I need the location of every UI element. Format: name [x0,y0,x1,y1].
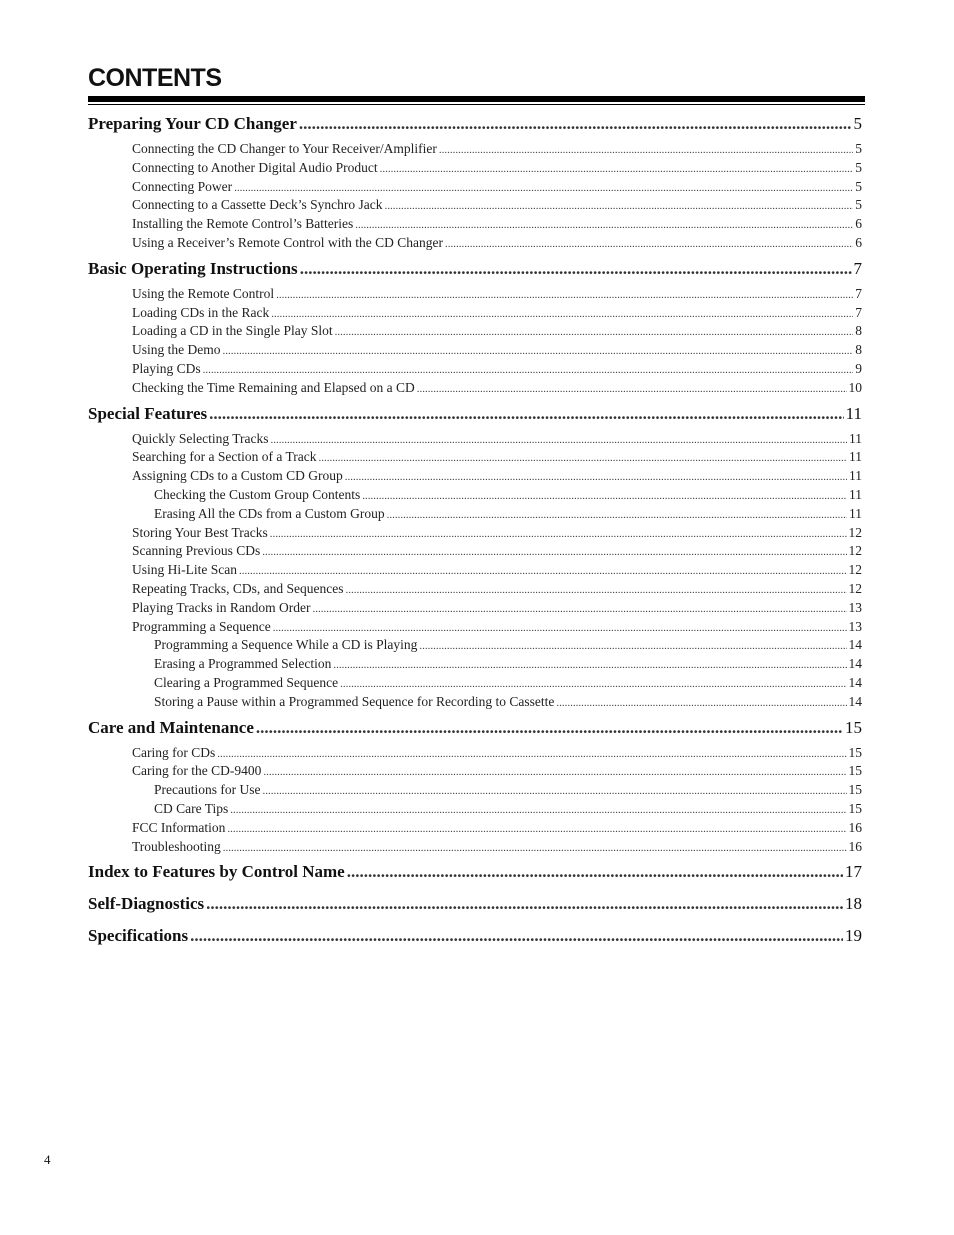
dot-leader [273,619,847,637]
toc-entry-title: Using Hi-Lite Scan [132,562,237,578]
toc-subentry[interactable] [88,636,862,655]
dot-leader [556,694,846,712]
toc-entry-title: Connecting to a Cassette Deck’s Synchro Jack [132,197,383,213]
toc-entry-title: Using the Remote Control [132,285,275,301]
dot-leader [345,581,846,599]
dot-leader [439,141,853,159]
dot-leader [345,468,847,486]
toc-entry-title: Programming a Sequence [132,618,271,634]
toc-entry-page: 9 [855,360,862,376]
page-number: 4 [44,1152,51,1167]
toc-entry[interactable] [88,561,862,580]
page-title: CONTENTS [88,64,222,92]
toc-entry[interactable] [88,215,862,234]
toc-section[interactable] [88,860,862,888]
toc-section-title: Preparing Your CD Changer [88,114,297,133]
toc-section[interactable] [88,716,862,744]
toc-entry[interactable] [88,360,862,379]
toc-entry-title: Playing Tracks in Random Order [132,599,311,615]
dot-leader [217,745,846,763]
table-of-contents [88,112,862,952]
toc-section-page: 5 [853,114,862,133]
toc-section-page: 15 [845,717,862,737]
toc-section[interactable] [88,924,862,952]
toc-entry-page: 13 [848,618,862,634]
toc-entry-page: 8 [855,323,862,339]
toc-entry[interactable] [88,322,862,341]
toc-entry[interactable] [88,448,862,467]
toc-entry-title: Playing CDs [132,360,201,376]
toc-subentry-title: Precautions for Use [154,782,261,798]
dot-leader [206,892,843,916]
dot-leader [209,402,843,426]
toc-subentry-page: 11 [849,505,862,521]
dot-leader [203,361,854,379]
toc-entry-title: Troubleshooting [132,838,221,854]
title-rule-thick [88,96,865,102]
toc-entry-title: FCC Information [132,819,226,835]
toc-entry[interactable] [88,762,862,781]
dot-leader [300,257,852,281]
dot-leader [262,543,846,561]
toc-entry-page: 12 [848,580,862,596]
dot-leader [419,637,846,655]
toc-entry[interactable] [88,524,862,543]
toc-entry-title: Repeating Tracks, CDs, and Sequences [132,580,344,596]
toc-entry[interactable] [88,744,862,763]
toc-section[interactable] [88,257,862,285]
toc-entry[interactable] [88,304,862,323]
toc-entry-page: 11 [849,449,862,465]
toc-entry[interactable] [88,159,862,178]
toc-subentry[interactable] [88,800,862,819]
dot-leader [347,860,843,884]
dot-leader [384,197,853,215]
toc-entry-title: Installing the Remote Control’s Batteries [132,216,354,232]
toc-entry-title: Connecting the CD Changer to Your Receiver/Amplifier [132,141,437,156]
toc-section[interactable] [88,112,862,140]
toc-entry[interactable] [88,196,862,215]
toc-section[interactable] [88,892,862,920]
toc-entry-page: 5 [855,141,862,156]
toc-entry-page: 13 [848,599,862,615]
toc-subentry[interactable] [88,505,862,524]
toc-entry[interactable] [88,379,862,398]
toc-entry-title: Using the Demo [132,342,221,358]
toc-section-page: 18 [845,894,862,914]
toc-subentry-page: 14 [848,637,862,653]
toc-subentry-page: 15 [848,800,862,816]
toc-entry[interactable] [88,819,862,838]
toc-entry-page: 16 [848,819,862,835]
dot-leader [271,431,848,449]
toc-entry-title: Checking the Time Remaining and Elapsed on a CD [132,379,415,395]
dot-leader [318,449,847,467]
toc-subentry-title: Erasing a Programmed Selection [154,656,332,672]
toc-entry-page: 11 [849,468,862,484]
toc-entry[interactable] [88,542,862,561]
toc-entry-page: 5 [855,197,862,213]
toc-entry-page: 12 [848,562,862,578]
toc-entry[interactable] [88,580,862,599]
toc-entry[interactable] [88,341,862,360]
toc-section-page: 11 [845,403,862,423]
toc-entry-page: 7 [855,304,862,320]
toc-entry-page: 5 [855,159,862,175]
toc-entry-page: 15 [848,744,862,760]
toc-entry[interactable] [88,178,862,197]
dot-leader [190,924,843,948]
dot-leader [387,506,847,524]
dot-leader [256,716,843,740]
toc-entry-title: Loading a CD in the Single Play Slot [132,323,333,339]
toc-entry[interactable] [88,430,862,449]
toc-entry-title: Quickly Selecting Tracks [132,430,269,446]
toc-entry-page: 15 [848,763,862,779]
toc-entry-title: Connecting to Another Digital Audio Product [132,159,378,175]
toc-subentry-page: 15 [848,782,862,798]
dot-leader [262,782,846,800]
dot-leader [263,763,846,781]
toc-entry[interactable] [88,234,862,253]
toc-entry-page: 10 [848,379,862,395]
toc-subentry[interactable] [88,674,862,693]
toc-subentry-title: Checking the Custom Group Contents [154,486,361,502]
dot-leader [223,839,847,857]
toc-entry-page: 16 [848,838,862,854]
toc-section-page: 7 [853,258,862,278]
dot-leader [230,801,846,819]
toc-section-title: Self-Diagnostics [88,894,205,914]
dot-leader [313,600,847,618]
toc-entry-page: 12 [848,543,862,559]
toc-entry-title: Using a Receiver’s Remote Control with the CD Changer [132,234,443,250]
toc-section-page: 17 [845,862,862,882]
toc-entry-title: Assigning CDs to a Custom CD Group [132,468,343,484]
toc-subentry-title: Clearing a Programmed Sequence [154,674,339,690]
toc-subentry-page: 11 [849,486,862,502]
dot-leader [227,820,846,838]
dot-leader [362,487,847,505]
toc-subentry[interactable] [88,693,862,712]
toc-entry-title: Loading CDs in the Rack [132,304,270,320]
toc-entry-title: Scanning Previous CDs [132,543,261,559]
toc-entry-page: 8 [855,342,862,358]
dot-leader [239,562,847,580]
toc-entry[interactable] [88,467,862,486]
toc-section-title: Specifications [88,926,189,946]
toc-entry-page: 11 [849,430,862,446]
toc-entry-title: Connecting Power [132,178,233,194]
toc-entry-title: Caring for CDs [132,744,216,760]
toc-subentry-page: 14 [848,693,862,709]
toc-entry-page: 7 [855,285,862,301]
dot-leader [276,286,853,304]
toc-subentry-title: Storing a Pause within a Programmed Sequence for Recording to Cassette [154,693,555,709]
toc-section-title: Special Features [88,403,208,423]
toc-entry[interactable] [88,618,862,637]
dot-leader [271,305,853,323]
toc-section-page: 19 [845,926,862,946]
toc-entry-page: 6 [855,216,862,232]
toc-entry-title: Caring for the CD-9400 [132,763,262,779]
dot-leader [223,342,854,360]
toc-entry[interactable] [88,599,862,618]
dot-leader [380,160,854,178]
toc-entry[interactable] [88,140,862,159]
toc-entry-page: 12 [848,524,862,540]
dot-leader [445,235,853,253]
toc-entry[interactable] [88,838,862,857]
dot-leader [355,216,853,234]
title-rule-thin [88,104,865,105]
toc-entry-title: Storing Your Best Tracks [132,524,268,540]
toc-subentry-page: 14 [848,656,862,672]
toc-entry-page: 6 [855,234,862,250]
toc-entry-page: 5 [855,178,862,194]
toc-subentry[interactable] [88,486,862,505]
dot-leader [270,525,847,543]
dot-leader [234,179,853,197]
toc-entry-title: Searching for a Section of a Track [132,449,317,465]
dot-leader [335,323,854,341]
toc-subentry[interactable] [88,655,862,674]
dot-leader [340,675,846,693]
toc-subentry-title: Erasing All the CDs from a Custom Group [154,505,385,521]
toc-section-title: Index to Features by Control Name [88,862,345,882]
dot-leader [333,656,846,674]
toc-section[interactable] [88,402,862,430]
toc-section-title: Basic Operating Instructions [88,258,298,278]
dot-leader [417,380,847,398]
toc-subentry[interactable] [88,781,862,800]
toc-subentry-title: CD Care Tips [154,800,229,816]
toc-section-title: Care and Maintenance [88,717,254,737]
toc-entry[interactable] [88,285,862,304]
toc-subentry-page: 14 [848,674,862,690]
toc-subentry-title: Programming a Sequence While a CD is Playing [154,637,418,653]
dot-leader [299,112,852,136]
